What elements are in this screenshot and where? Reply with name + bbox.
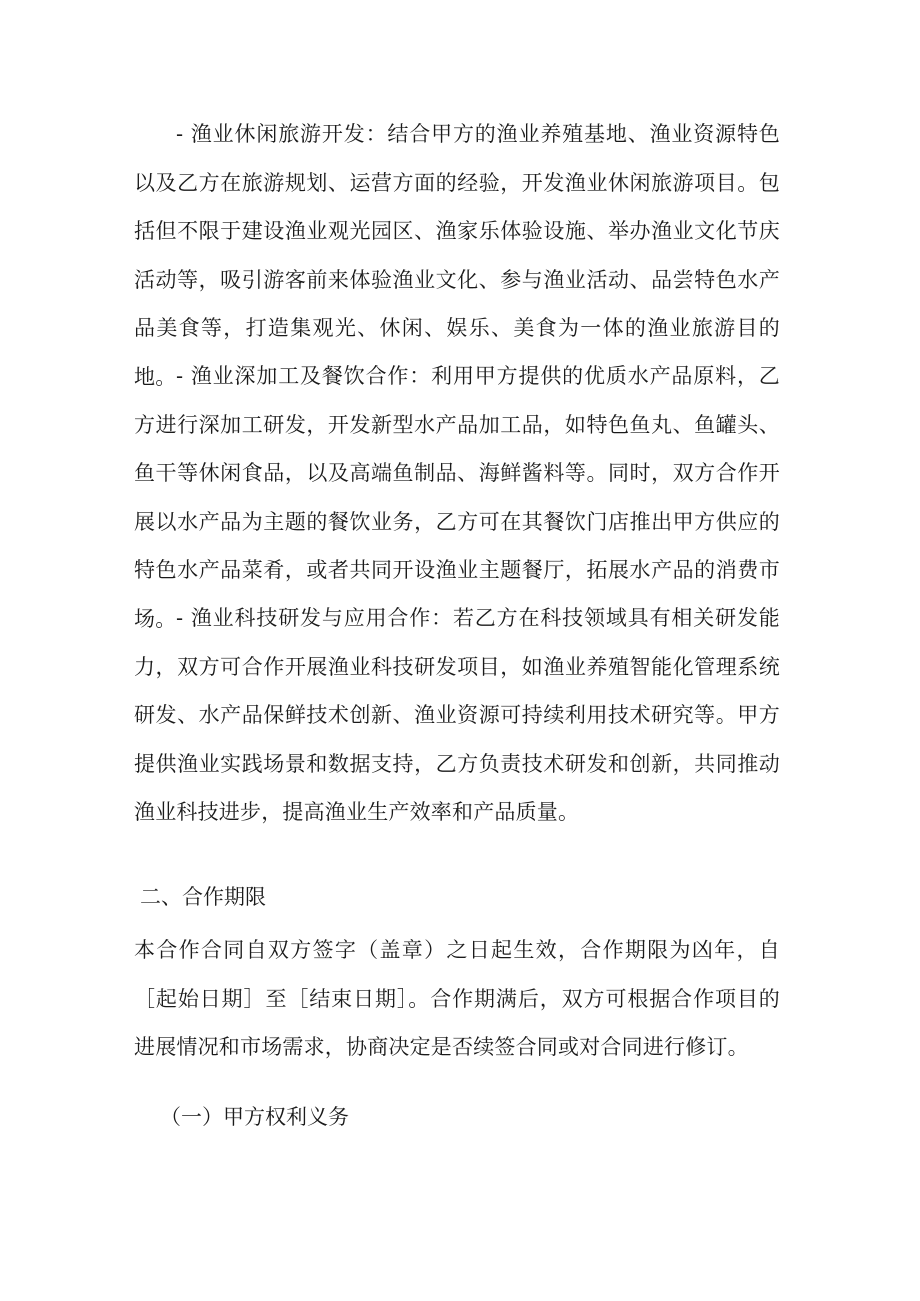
section-heading-cooperation-term: 二、合作期限 [140,885,266,909]
paragraph-deep-processing-catering: - 渔业深加工及餐饮合作：利用甲方提供的优质水产品原料，乙方进行深加工研发，开发新型水产品加工品，如特色鱼丸、鱼罐头、鱼干等休闲食品，以及高端鱼制品、海鲜酱料等。同时，双方合作开展以水产品为主题的餐饮业务，乙方可在其餐饮门店推出甲方供应的特色水产品菜肴，或者共同开设渔业主题餐厅，拓展水产品的消费市场。 [134,364,780,631]
subsection-heading-party-a-rights: （一）甲方权利义务 [160,1105,349,1129]
paragraph-fishery-leisure-tourism: - 渔业休闲旅游开发：结合甲方的渔业养殖基地、渔业资源特色以及乙方在旅游规划、运营方面的经验，开发渔业休闲旅游项目。包括但不限于建设渔业观光园区、渔家乐体验设施、举办渔业文化节庆活动等，吸引游客前来体验渔业文化、参与渔业活动、品尝特色水产品美食等，打造集观光、休闲、娱乐、美食为一体的渔业旅游目的地。 [134,122,780,389]
paragraph-tech-research: - 渔业科技研发与应用合作：若乙方在科技领域具有相关研发能力，双方可合作开展渔业科技研发项目，如渔业养殖智能化管理系统研发、水产品保鲜技术创新、渔业资源可持续利用技术研究等。甲方提供渔业实践场景和数据支持，乙方负责技术研发和创新，共同推动渔业科技进步，提高渔业生产效率和产品质量。 [134,606,780,824]
paragraph-cooperation-term: 本合作合同自双方签字（盖章）之日起生效，合作期限为凶年，自［起始日期］至［结束日期］。合作期满后，双方可根据合作项目的进展情况和市场需求，协商决定是否续签合同或对合同进行修订。 [134,938,780,1059]
